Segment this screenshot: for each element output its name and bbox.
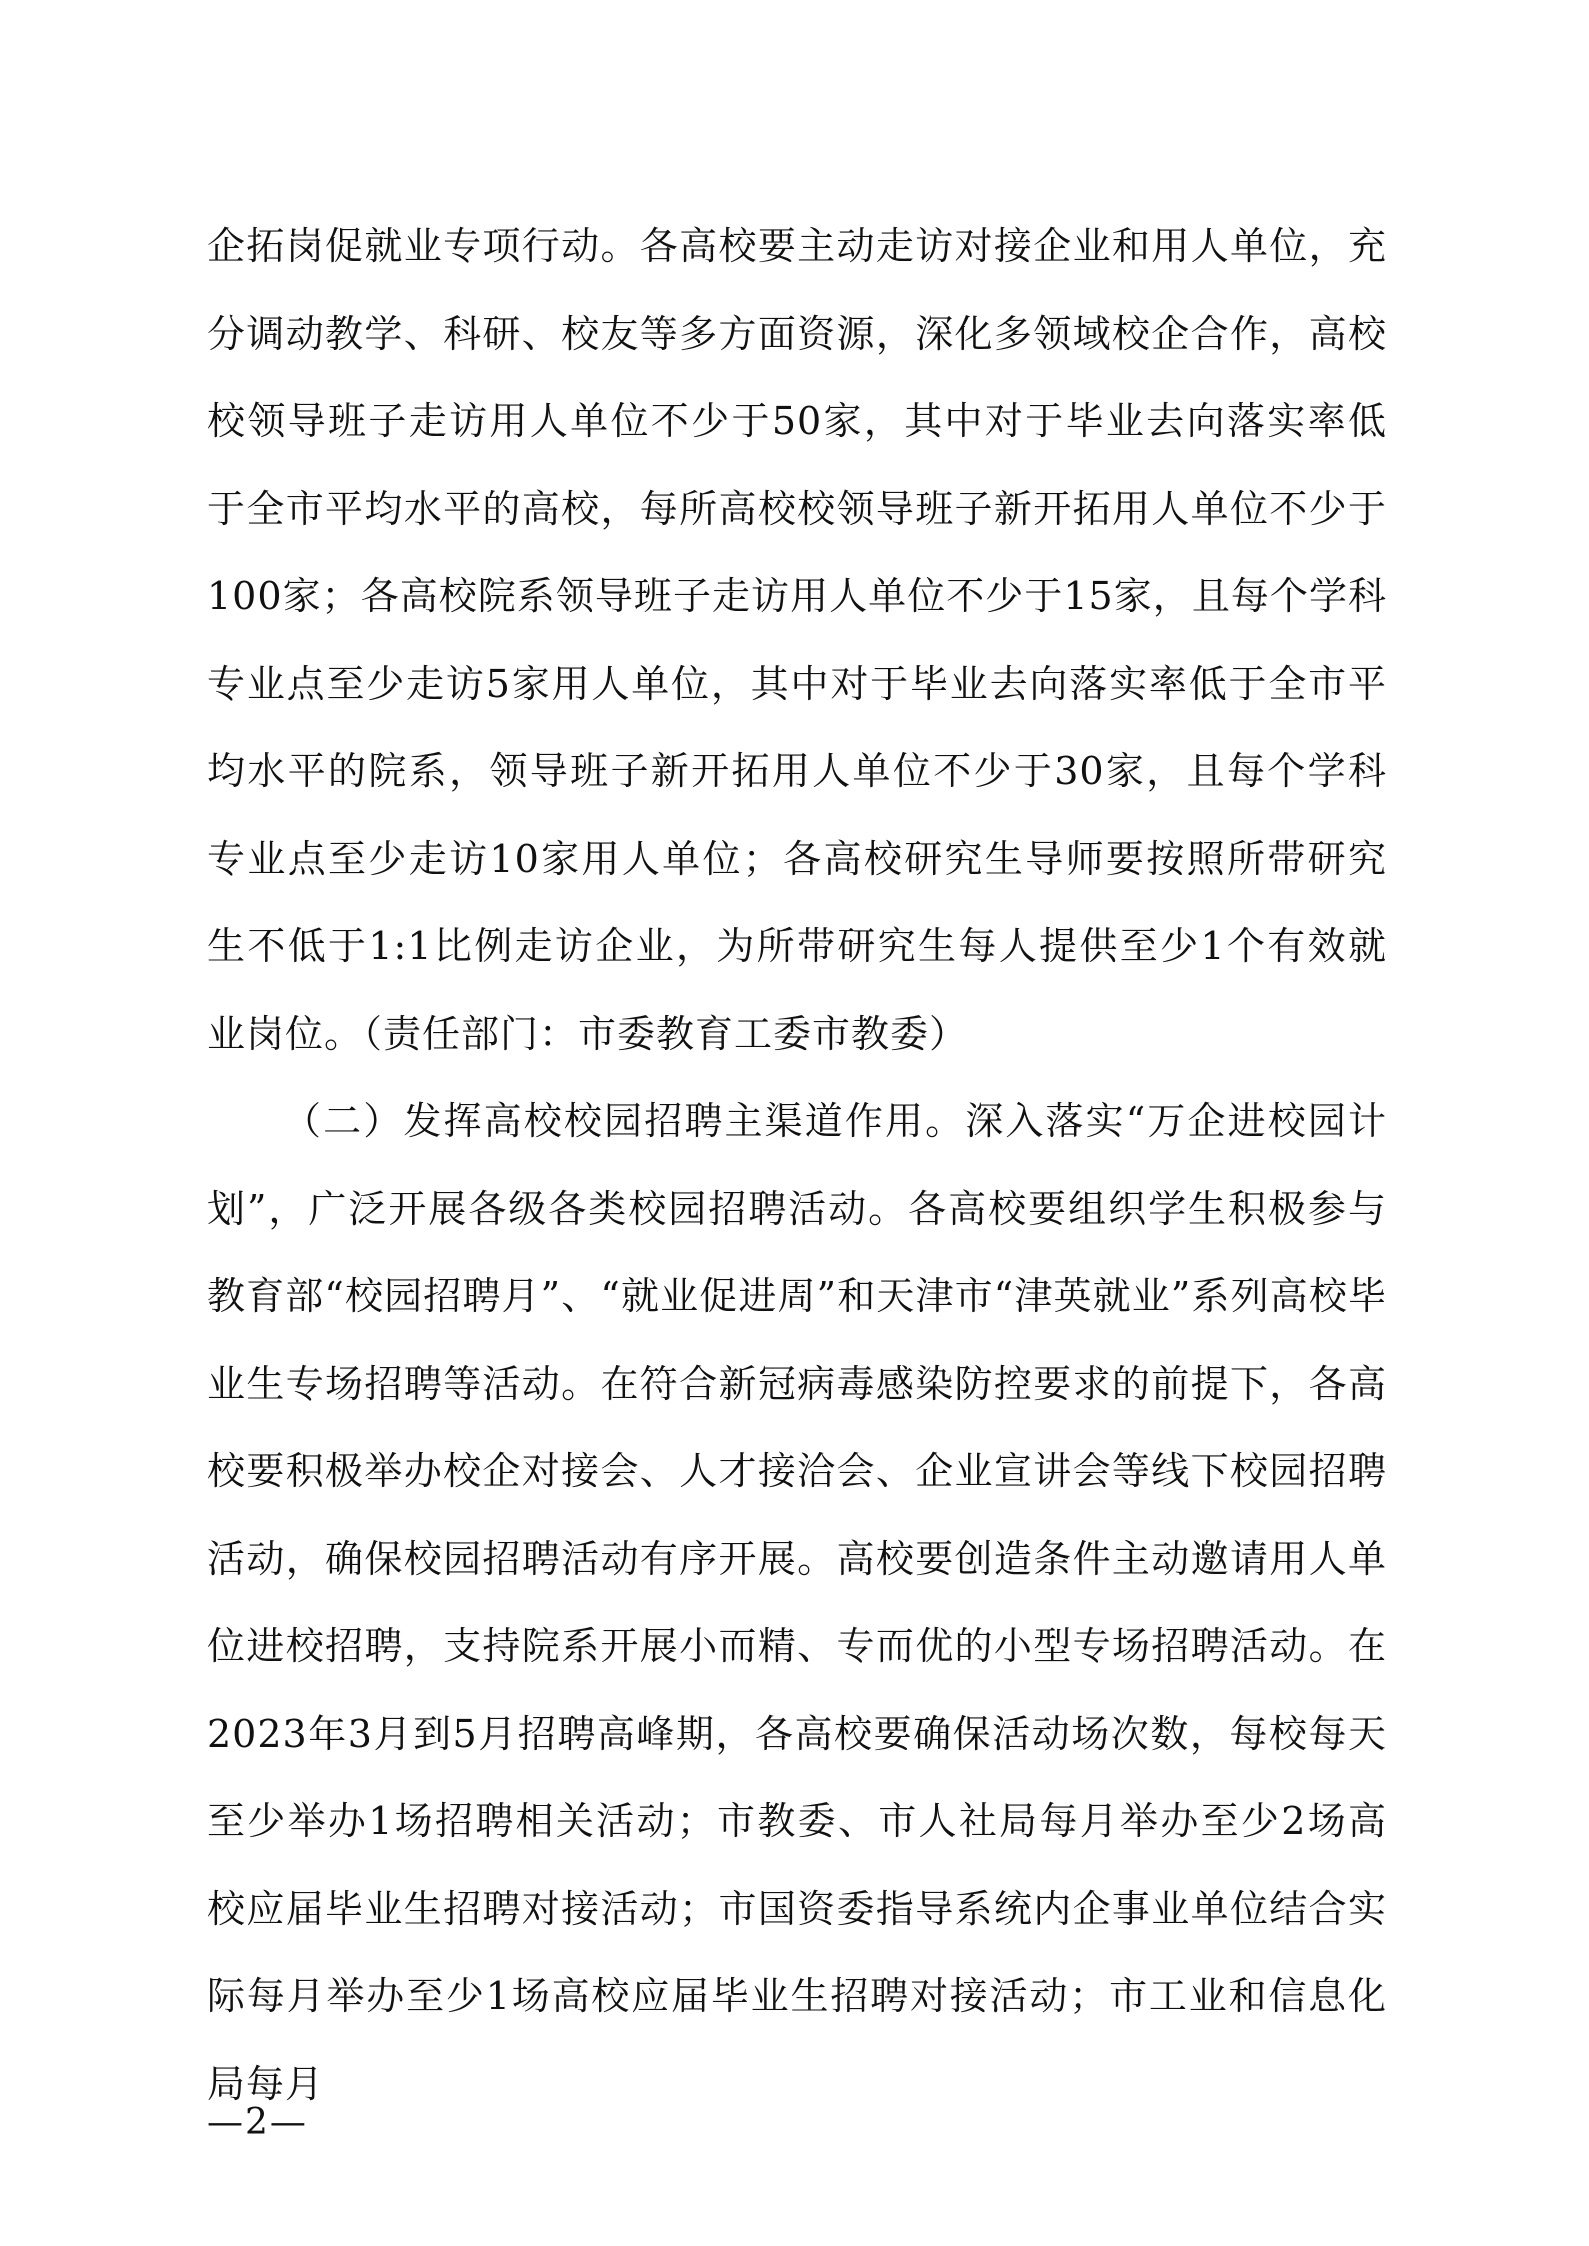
body-paragraph-continued: 企拓岗促就业专项行动。各高校要主动走访对接企业和用人单位，充分调动教学、科研、校友等多方面资源，深化多领域校企合作，高校校领导班子走访用人单位不少于50家，其中对于毕业去向落实率低于全市平均水平的高校，每所高校校领导班子新开拓用人单位不少于100家；各高校院系领导班子走访用人单位不少于15家，且每个学科专业点至少走访5家用人单位，其中对于毕业去向落实率低于全市平均水平的院系，领导班子新开拓用人单位不少于30家，且每个学科专业点至少走访10家用人单位；各高校研究生导师要按照所带研究生不低于1:1比例走访企业，为所带研究生每人提供至少1个有效就业岗位。（责任部门：市委教育工委市教委） bbox=[207, 224, 1387, 1056]
page-number: —2— bbox=[207, 2102, 308, 2143]
body-paragraph-section-two: （二）发挥高校校园招聘主渠道作用。深入落实“万企进校园计划”，广泛开展各级各类校园招聘活动。各高校要组织学生积极参与教育部“校园招聘月”、“就业促进周”和天津市“津英就业”系列高校毕业生专场招聘等活动。在符合新冠病毒感染防控要求的前提下，各高校要积极举办校企对接会、人才接洽会、企业宣讲会等线下校园招聘活动，确保校园招聘活动有序开展。高校要创造条件主动邀请用人单位进校招聘，支持院系开展小而精、专而优的小型专场招聘活动。在2023年3月到5月招聘高峰期，各高校要确保活动场次数，每校每天至少举办1场招聘相关活动；市教委、市人社局每月举办至少2场高校应届毕业生招聘对接活动；市国资委指导系统内企事业单位结合实际每月举办至少1场高校应届毕业生招聘对接活动；市工业和信息化局每月 bbox=[207, 1099, 1387, 2106]
